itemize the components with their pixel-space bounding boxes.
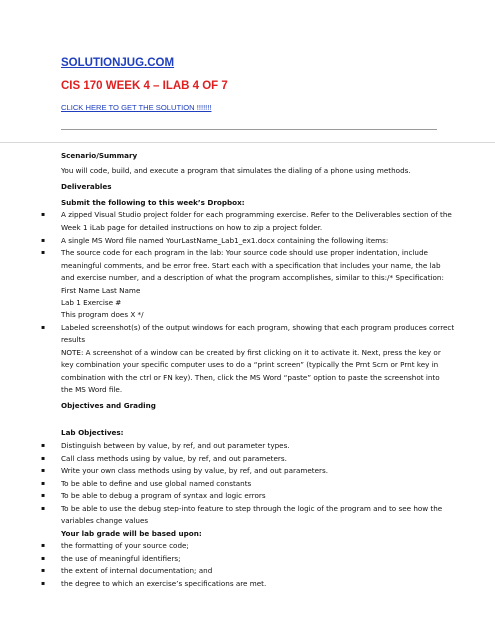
note-line: key combination your specific computer uses to do a “print screen” (typically the Prnt Scrn or Prnt key in [61,360,439,369]
objective-item: To be able to use the debug step-into feature to step through the logic of the program and to see how the [61,504,443,513]
bullet-icon: ▪ [41,211,46,218]
objective-item: To be able to debug a program of syntax and logic errors [61,491,266,500]
bullet-icon: ▪ [41,249,46,256]
list-item-cont: Week 1 iLab page for detailed instructions on how to zip a project folder. [61,223,323,232]
grade-item: the degree to which an exercise’s specifications are met. [61,579,267,588]
objective-item: To be able to define and use global named constants [61,479,252,488]
objective-item-cont: variables change values [61,516,149,525]
bullet-icon: ▪ [41,542,46,549]
note-line: combination with the ctrl or FN key). Then, click the MS Word “paste” option to paste the screenshot into [61,373,440,382]
grade-item: the use of meaningful identifiers; [61,554,181,563]
page-title: CIS 170 WEEK 4 – ILAB 4 OF 7 [61,80,228,92]
bullet-icon: ▪ [41,480,46,487]
scenario-heading: Scenario/Summary [61,151,138,160]
bullet-icon: ▪ [41,505,46,512]
list-item: A single MS Word file named YourLastName_Lab1_ex1.docx containing the following items: [61,236,389,245]
list-item: Labeled screenshot(s) of the output windows for each program, showing that each program produces correct [61,323,455,332]
lab-objectives-heading: Lab Objectives: [61,428,124,437]
bullet-icon: ▪ [41,455,46,462]
list-item: A zipped Visual Studio project folder for each programming exercise. Refer to the Deliverables section of the [61,210,452,219]
list-item-cont: results [61,335,86,344]
submit-heading: Submit the following to this week’s Dropbox: [61,198,245,207]
grade-item: the extent of internal documentation; and [61,566,213,575]
bullet-icon: ▪ [41,567,46,574]
bullet-icon: ▪ [41,467,46,474]
objective-item: Write your own class methods using by value, by ref, and out parameters. [61,466,328,475]
deliverables-heading: Deliverables [61,182,112,191]
objective-item: Distinguish between by value, by ref, and out parameter types. [61,441,290,450]
note-line: the MS Word file. [61,385,123,394]
note-line: NOTE: A screenshot of a window can be created by first clicking on it to activate it. Next, press the key or [61,348,441,357]
bullet-icon: ▪ [41,237,46,244]
objective-item: Call class methods using by value, by ref, and out parameters. [61,454,287,463]
bullet-icon: ▪ [41,324,46,331]
bullet-icon: ▪ [41,555,46,562]
divider [61,129,437,130]
solution-link[interactable]: CLICK HERE TO GET THE SOLUTION !!!!!!! [61,103,212,112]
bullet-icon: ▪ [41,492,46,499]
list-item: The source code for each program in the lab: Your source code should use proper indentation, include [61,248,428,257]
bullet-icon: ▪ [41,442,46,449]
spec-line: This program does X */ [61,310,144,319]
site-link[interactable]: SOLUTIONJUG.COM [61,57,175,69]
spec-line: First Name Last Name [61,286,141,295]
grade-item: the formatting of your source code; [61,541,189,550]
scenario-text: You will code, build, and execute a program that simulates the dialing of a phone using methods. [61,166,411,175]
objectives-heading: Objectives and Grading [61,401,156,410]
list-item-cont: meaningful comments, and be error free. Start each with a specification that includes your name, the lab [61,261,441,270]
list-item-cont: and exercise number, and a description of what the program accomplishes, similar to this:/* Specification: [61,273,444,282]
bullet-icon: ▪ [41,580,46,587]
grade-heading: Your lab grade will be based upon: [61,529,202,538]
section-divider [0,142,495,143]
spec-line: Lab 1 Exercise # [61,298,122,307]
